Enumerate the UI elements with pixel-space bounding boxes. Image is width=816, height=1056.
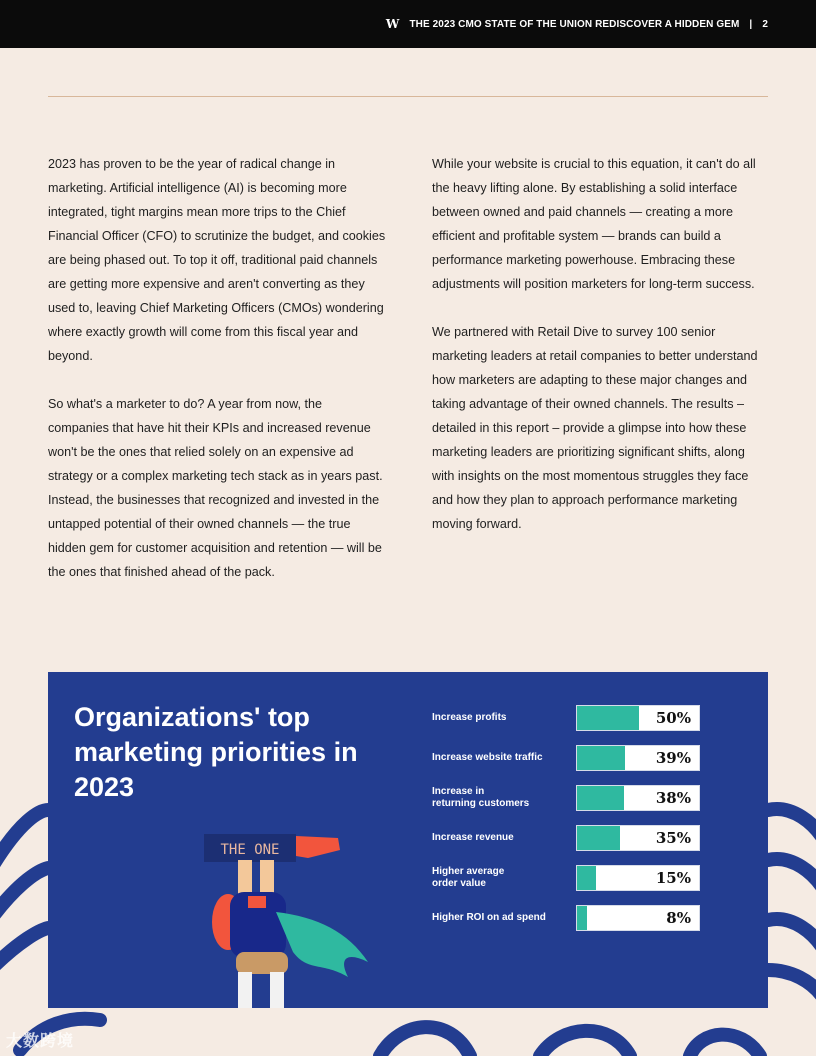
bar-fill <box>577 906 587 930</box>
header-separator: | <box>749 18 753 30</box>
bar-value-label: 35% <box>655 829 691 847</box>
bar-row <box>432 905 732 931</box>
intro-column-left <box>48 152 386 608</box>
intro-paragraph: 2023 has proven to be the year of radical change in marketing. Artificial intelligence (AI) is becoming more integrated, tight margins mean more trips to the Chief Financial Officer (CFO) to scrutinize the budget, and cookies are being phased out. To top it off, traditional paid channels are getting more expensive and aren't converting as they used to, leaving Chief Marketing Officers (CMOs) wondering where exactly growth will come from this fiscal year and beyond. <box>48 157 386 363</box>
bar-category-label: Increase profits <box>432 712 507 723</box>
bar-row <box>432 865 732 891</box>
intro-paragraph: We partnered with Retail Dive to survey 100 senior marketing leaders at retail companies to better understand how marketers are adapting to these major changes and taking advantage of their owned channels. The results – detailed in this report – provide a glimpse into how these marketing leaders are prioritizing significant shifts, along with insights on the most momentous struggles they face and how they plan to approach performance marketing moving forward. <box>432 325 758 531</box>
bar-category-label: Increase in returning customers <box>432 786 530 809</box>
sign-text: THE ONE <box>220 842 280 858</box>
bar-track <box>576 785 700 811</box>
intro-paragraph: So what's a marketer to do? A year from now, the companies that have hit their KPIs and increased revenue won't be the ones that relied solely on an expensive ad strategy or a complex marketing tech stack as in years past. Instead, the businesses that recognized and invested in the untapped potential of their owned channels — the true hidden gem for customer acquisition and retention — will be the ones that finished ahead of the pack. <box>48 397 383 579</box>
bar-track <box>576 825 700 851</box>
bar-row <box>432 705 732 731</box>
bar-value-label: 8% <box>666 909 691 927</box>
bar-category-label: Higher average order value <box>432 866 505 889</box>
bar-fill <box>577 826 620 850</box>
header-bar <box>0 0 816 48</box>
page-number: 2 <box>762 18 768 30</box>
bar-value-label: 39% <box>655 749 691 767</box>
watermark: 大数跨境 <box>6 1033 75 1050</box>
header-content <box>386 17 768 31</box>
bar-fill <box>577 746 625 770</box>
bar-fill <box>577 706 639 730</box>
bar-track <box>576 705 700 731</box>
bar-category-label: Increase revenue <box>432 832 514 843</box>
bar-track <box>576 865 700 891</box>
bar-row <box>432 825 732 851</box>
bar-fill <box>577 866 596 890</box>
bar-value-label: 15% <box>655 869 691 887</box>
bar-row <box>432 745 732 771</box>
bar-fill <box>577 786 624 810</box>
sign-holder-illustration <box>198 832 398 1008</box>
report-title: THE 2023 CMO STATE OF THE UNION REDISCOVER A HIDDEN GEM <box>409 18 740 30</box>
priorities-panel <box>48 672 768 1008</box>
bar-value-label: 38% <box>655 789 691 807</box>
divider-line <box>48 96 768 97</box>
bar-row <box>432 785 732 811</box>
bar-track <box>576 745 700 771</box>
bar-category-label: Higher ROI on ad spend <box>432 912 546 923</box>
bar-category-label: Increase website traffic <box>432 752 543 763</box>
bar-track <box>576 905 700 931</box>
panel-title: Organizations' top marketing priorities in 2023 <box>74 702 358 802</box>
intro-column-right <box>432 152 770 560</box>
bar-value-label: 50% <box>655 709 691 727</box>
intro-paragraph: While your website is crucial to this equation, it can't do all the heavy lifting alone. By establishing a solid interface between owned and paid channels — creating a more efficient and profitable system — brands can build a performance marketing powerhouse. Embracing these adjustments will position marketers for long-term success. <box>432 157 756 291</box>
brand-logo: W <box>385 17 400 31</box>
